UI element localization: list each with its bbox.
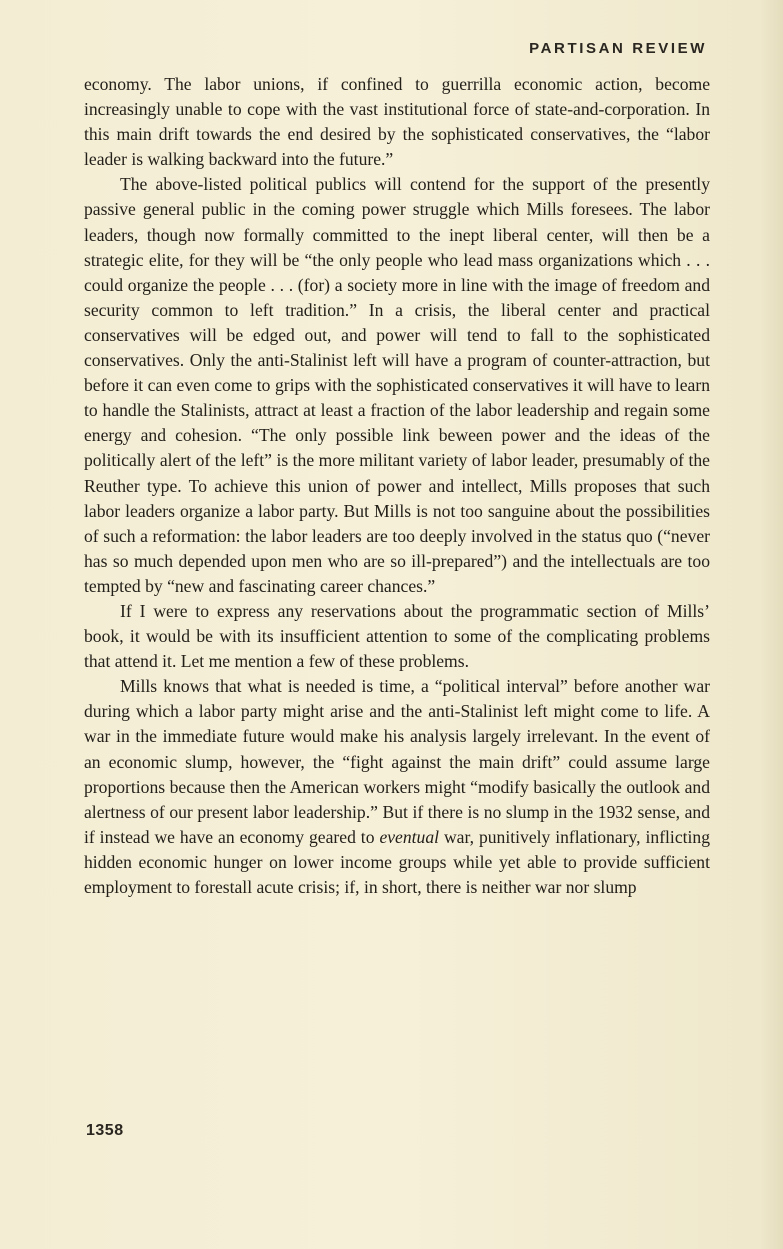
paragraph-2: The above-listed political publics will contend for the support of the presently passive general public in the coming power struggle which Mills foresees. The labor leaders, though now formally committed to the inept liberal center, will then be a strategic elite, for they will be “the only people who lead mass organizations which . . . could organize the people . . . (for) a society more in line with the image of freedom and security common to left tradition.” In a crisis, the liberal center and practical conservatives will be edged out, and power will tend to fall to the sophisticated conservatives. Only the anti-Stalinist left will have a program of counter-attraction, but before it can even come to grips with the sophisticated conservatives it will have to learn to handle the Stalinists, attract at least a fraction of the labor leadership and regain some energy and cohesion. “The only possible link beween power and the ideas of the politically alert of the left” is the more militant variety of labor leader, presumably of the Reuther type. To achieve this union of power and intellect, Mills proposes that such labor leaders organize a labor party. But Mills is not too sanguine about the possibilities of such a reformation: the labor leaders are too deeply involved in the status quo (“never has so much depended upon men who are so ill-prepared”) and the intellectuals are too tempted by “new and fascinating career chances.” xyxy=(84,174,710,596)
italic-emphasis: eventual xyxy=(379,826,440,847)
running-head: PARTISAN REVIEW xyxy=(529,40,707,57)
paragraph-1: economy. The labor unions, if confined to guerrilla economic action, become increasingly unable to cope with the vast institutional force of state-and-corporation. In this main drift towards the end desired by the sophisticated conservatives, the “labor leader is walking backward into the future.” xyxy=(84,74,710,170)
paragraph-4-end: war, punitively inflationary, inflicting hidden economic hunger on lower income groups while yet able to provide sufficient employment to forestall acute crisis; if, in short, there is neither war nor slump xyxy=(84,826,711,897)
paragraph-3: If I were to express any reservations about the programmatic section of Mills’ book, it would be with its insufficient attention to some of the complicating problems that attend it. Let me mention a few of these problems. xyxy=(84,600,710,672)
paragraph-4-start: Mills knows that what is needed is time, a “political interval” before another war during which a labor party might arise and the anti-Stalinist left might come to life. A war in the immediate future would make his analysis largely irrelevant. In the event of an economic slump, however, the “fight against the main drift” could assume large proportions because then the American workers might “modify basically the outlook and alertness of our present labor leadership.” But if there is no slump in the 1932 sense, and if instead we have an economy geared to xyxy=(84,676,710,847)
page-number: 1358 xyxy=(86,1122,124,1139)
body-text xyxy=(84,72,710,900)
paragraph-4 xyxy=(84,674,710,900)
